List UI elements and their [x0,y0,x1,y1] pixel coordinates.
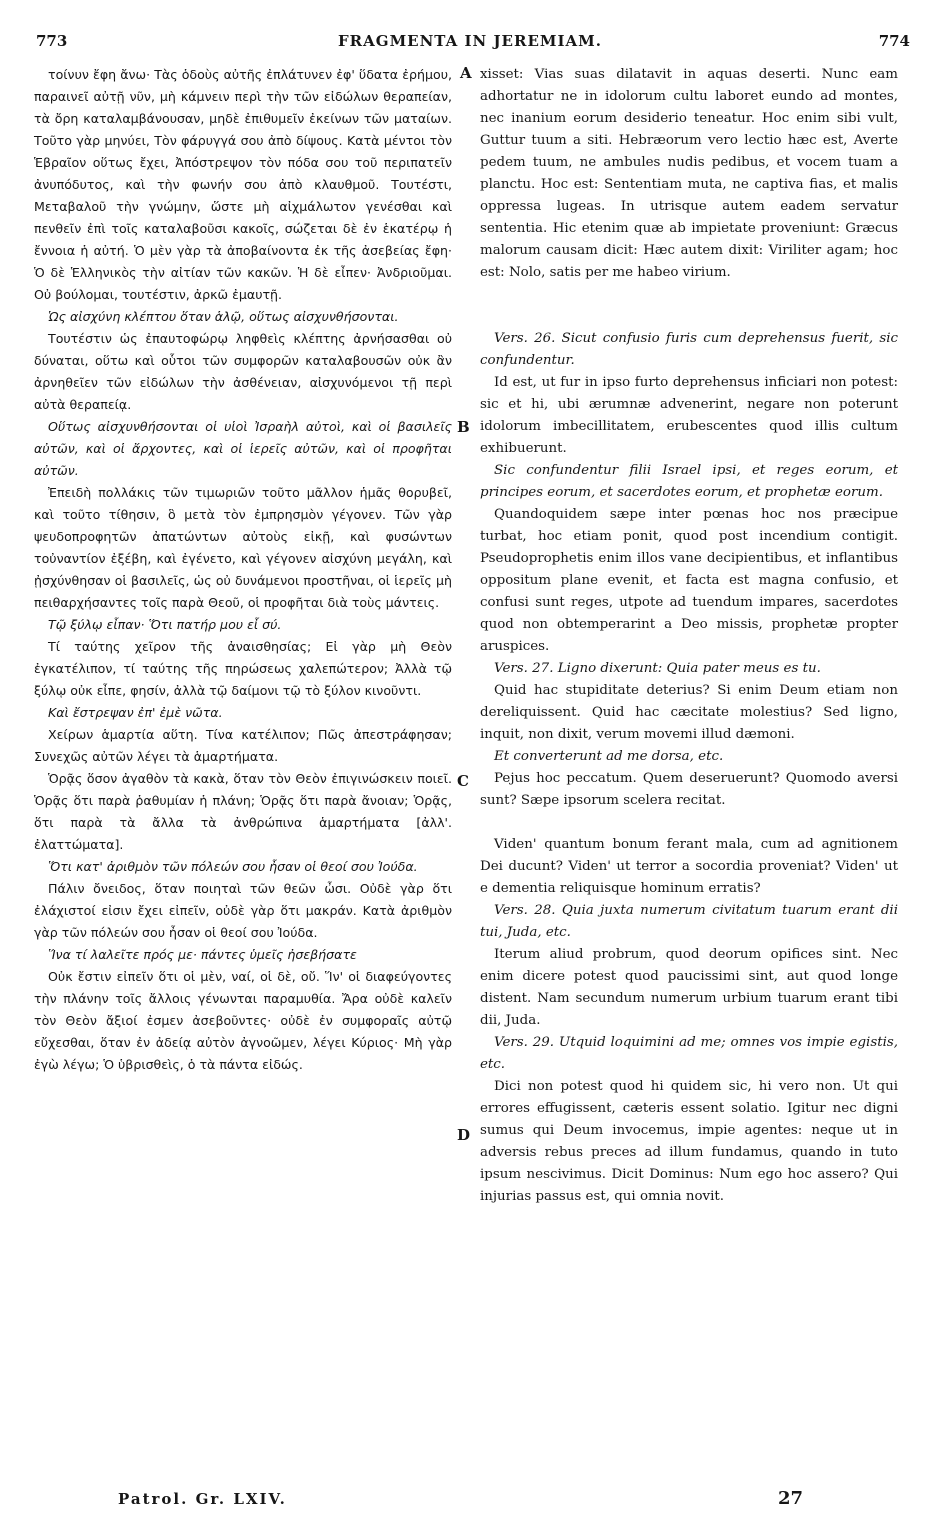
scripture-lemma: Vers. 26. Sicut confusio furis cum deprehensus fuerit, sic confundentur. [480,331,898,368]
commentary-paragraph: Id est, ut fur in ipso furto deprehensus inficiari non potest: sic et hi, ubi ærumnæ advenerint, negare non poterunt idolorum imbecillitatem, erubescentes quod illis cultum exhibuerunt. [480,375,898,456]
commentary-paragraph: Iterum aliud probrum, quod deorum opifices sint. Nec enim dicere potest quod paucissimi sint, aut quod longe distent. Nam secundum numerum urbium tuarum erant tibi dii, Juda. [480,947,898,1028]
volume-signature: Patrol. Gr. LXIV. [118,1490,287,1508]
right-page-number: 774 [878,32,910,50]
running-title: FRAGMENTA IN JEREMIAM. [338,32,602,50]
commentary-paragraph: Viden' quantum bonum ferant mala, cum ad agnitionem Dei ducunt? Viden' ut terror a socordia proveniat? Viden' ut e dementia reliquisque hominum erratis? [480,837,898,896]
scripture-lemma: Ὅτι κατ' ἀριθμὸν τῶν πόλεών σου ἦσαν οἱ θεοί σου Ἰούδα. [48,859,418,874]
commentary-paragraph: τοίνυν ἔφη ἄνω· Τὰς ὁδοὺς αὐτῆς ἐπλάτυνεν ἐφ' ὕδατα ἐρήμου, παραινεῖ αὐτῇ νῦν, μὴ κάμνειν περὶ τὴν τῶν εἰδώλων θεραπείαν, τὰ ὄρη καταλαμβάνουσαν, μηδὲ ἐπιθυμεῖν ἐκείνων τῶν ματαίων. Τοῦτο γὰρ μηνύει, Τὸν φάρυγγά σου ἀπὸ δίψους. Κατὰ μέντοι τὸν Ἑβραῖον οὕτως ἔχει, Ἀπόστρεψον τὸν πόδα σου τοῦ περιπατεῖν ἀνυπόδυτος, καὶ τὴν φωνήν σου ἀπὸ κλαυθμοῦ. Τουτέστι, Μεταβαλοῦ τὴν γνώμην, ὥστε μὴ αἰχμάλωτον γενέσθαι καὶ πενθεῖν ἐπὶ τοῖς καταλαβοῦσι κακοῖς, σώζεται δὲ ἐν ἑκατέρῳ ἡ ἔννοια ἡ αὐτή. Ὁ μὲν γὰρ τὰ ἀποβαίνοντα ἐκ τῆς ἀσεβείας ἔφη· Ὁ δὲ Ἑλληνικὸς τὴν αἰτίαν τῶν κακῶν. Ἡ δὲ εἶπεν· Ἀνδριοῦμαι. Οὐ βούλομαι, τουτέστιν, ἀρκῶ ἐμαυτῇ. [34,67,452,302]
section-marker-c: C [457,772,469,790]
paragraph-gap [480,284,898,328]
commentary-paragraph: Quid hac stupiditate deterius? Si enim Deum etiam non dereliquissent. Quid hac cæcitate molestius? Sed ligno, inquit, non dixit, verum movemi illud dæmoni. [480,683,898,742]
section-marker-a: A [460,64,472,82]
scripture-lemma: Vers. 28. Quia juxta numerum civitatum tuarum erant dii tui, Juda, etc. [480,903,898,940]
latin-column [480,64,898,1208]
greek-column [34,64,452,1076]
commentary-paragraph: Quandoquidem sæpe inter pœnas hoc nos præcipue turbat, hoc etiam ponit, quod post incendium contigit. Pseudoprophetis enim illos vane decipientibus, et inflantibus oppositum plane evenit, et facta est magna confusio, et confusi sunt reges, utpote ad tuendum impares, sacerdotes quod non obtemperarint a Deo missis, prophetæ propter aruspices. [480,507,898,654]
commentary-paragraph: Οὐκ ἔστιν εἰπεῖν ὅτι οἱ μὲν, ναί, οἱ δὲ, οὔ. Ἵν' οἱ διαφεύγοντες τὴν πλάνην τοῖς ἄλλοις γένωνται παραμυθία. Ἄρα οὐδὲ καλεῖν τὸν Θεὸν ἄξιοί ἐσμεν ἀσεβοῦντες· οὐδὲ ἐν συμφοραῖς αὐτῷ εὔχεσθαι, ὅταν ἐν ἀδείᾳ αὐτὸν ἀγνοῶμεν, λέγει Κύριος· Μὴ γὰρ ἐγὼ λέγω; Ὁ ὑβρισθεὶς, ὁ τὰ πάντα εἰδώς. [34,969,452,1072]
section-marker-d: D [457,1126,471,1144]
scripture-lemma: Ἵνα τί λαλεῖτε πρός με· πάντες ὑμεῖς ἠσεβήσατε [48,947,357,962]
commentary-paragraph: Dici non potest quod hi quidem sic, hi vero non. Ut qui errores effugissent, cæteris essent solatio. Igitur nec digni sumus qui Deum invocemus, impie agentes: neque ut in adversis rebus preces ad illum fundamus, quando in tuto ipsum nescivimus. Dicit Dominus: Num ego hoc assero? Qui injurias passus est, qui omnia novit. [480,1079,898,1204]
commentary-paragraph: Ἐπειδὴ πολλάκις τῶν τιμωριῶν τοῦτο μᾶλλον ἡμᾶς θορυβεῖ, καὶ τοῦτο τίθησιν, ὃ μετὰ τὸν ἐμπρησμὸν γέγονεν. Τῶν γὰρ ψευδοπροφητῶν ἀπατώντων αὐτοὺς εἰκῇ, καὶ φυσώντων τοὐναντίον ἐξέβη, καὶ ἐγένετο, καὶ γέγονεν αἰσχύνη μεγάλη, καὶ ᾐσχύνθησαν οἱ βασιλεῖς, ὡς οὐ δυνάμενοι προστῆναι, οἱ ἱερεῖς μὴ πειθαρχήσαντες τοῖς παρὰ Θεοῦ, οἱ προφῆται διὰ τοὺς μάντεις. [34,485,452,610]
scripture-lemma: Vers. 29. Utquid loquimini ad me; omnes vos impie egistis, etc. [480,1035,898,1072]
commentary-paragraph: Πάλιν ὄνειδος, ὅταν ποιηταὶ τῶν θεῶν ὦσι. Οὐδὲ γὰρ ὅτι ἐλάχιστοί εἰσιν ἔχει εἰπεῖν, οὐδὲ γὰρ ὅτι μακράν. Κατὰ ἀριθμὸν γὰρ τῶν πόλεών σου ἦσαν οἱ θεοί σου Ἰούδα. [34,881,452,940]
signature-number: 27 [778,1488,804,1509]
scripture-lemma: Sic confundentur filii Israel ipsi, et reges eorum, et principes eorum, et sacerdotes eorum, et prophetæ eorum. [480,463,898,500]
commentary-paragraph: xisset: Vias suas dilatavit in aquas deserti. Nunc eam adhortatur ne in idolorum cultu laboret eundo ad montes, nec inanium eorum desiderio teneatur. Hoc enim sibi vult, Guttur tuum a siti. Hebræorum vero lectio hæc est, Averte pedem tuum, ne ambules nudis pedibus, et vocem tuam a planctu. Hoc est: Sententiam muta, ne captiva fias, et malis oppressa lugeas. In utrisque autem eadem servatur sententia. Hic etenim quæ ab impietate proveniunt: Græcus malorum causam dicit: Hæc autem dixit: Viriliter agam; hoc est: Nolo, satis per me habeo virium. [480,67,898,280]
scripture-lemma: Καὶ ἔστρεψαν ἐπ' ἐμὲ νῶτα. [48,705,223,720]
scripture-lemma: Vers. 27. Ligno dixerunt: Quia pater meus es tu. [494,661,821,676]
scripture-lemma: Ὡς αἰσχύνη κλέπτου ὅταν ἁλῷ, οὕτως αἰσχυνθήσονται. [48,309,399,324]
scripture-lemma: Et converterunt ad me dorsa, etc. [494,749,724,764]
commentary-paragraph: Τουτέστιν ὡς ἐπαυτοφώρῳ ληφθεὶς κλέπτης ἀρνήσασθαι οὐ δύναται, οὕτω καὶ οὗτοι τῶν συμφορῶν καταλαβουσῶν οὐκ ἂν ἀρνηθεῖεν τῶν εἰδώλων τὴν ἀσθένειαν, αἰσχυνόμενοι τῇ περὶ αὐτὰ θεραπείᾳ. [34,331,452,412]
commentary-paragraph: Χείρων ἁμαρτία αὕτη. Τίνα κατέλιπον; Πῶς ἀπεστράφησαν; Συνεχῶς αὐτῶν λέγει τὰ ἁμαρτήματα. [34,727,452,764]
scripture-lemma: Τῷ ξύλῳ εἶπαν· Ὅτι πατήρ μου εἶ σύ. [48,617,282,632]
commentary-paragraph: Pejus hoc peccatum. Quem deseruerunt? Quomodo aversi sunt? Sæpe ipsorum scelera recitat. [480,771,898,808]
page-header [30,32,910,58]
scripture-lemma: Οὕτως αἰσχυνθήσονται οἱ υἱοὶ Ἰσραὴλ αὐτοὶ, καὶ οἱ βασιλεῖς αὐτῶν, καὶ οἱ ἄρχοντες, καὶ οἱ ἱερεῖς αὐτῶν, καὶ οἱ προφῆται αὐτῶν. [34,419,452,478]
commentary-paragraph: Τί ταύτης χεῖρον τῆς ἀναισθησίας; Εἰ γὰρ μὴ Θεὸν ἐγκατέλιπον, τί ταύτης τῆς πηρώσεως χαλεπώτερον; Ἀλλὰ τῷ ξύλῳ οὐκ εἶπε, φησίν, ἀλλὰ τῷ δαίμονι τῷ τὸ ξύλον κινοῦντι. [34,639,452,698]
commentary-paragraph: Ὁρᾷς ὅσον ἀγαθὸν τὰ κακὰ, ὅταν τὸν Θεὸν ἐπιγινώσκειν ποιεῖ. Ὁρᾷς ὅτι παρὰ ῥαθυμίαν ἡ πλάνη; Ὁρᾷς ὅτι παρὰ ἄνοιαν; Ὁρᾷς, ὅτι παρὰ τὰ ἄλλα τὰ ἀνθρώπινα ἁμαρτήματα [ἀλλ'. ἐλαττώματα]. [34,771,452,852]
section-marker-b: B [457,418,470,436]
left-page-number: 773 [36,32,68,50]
paragraph-gap [480,812,898,834]
